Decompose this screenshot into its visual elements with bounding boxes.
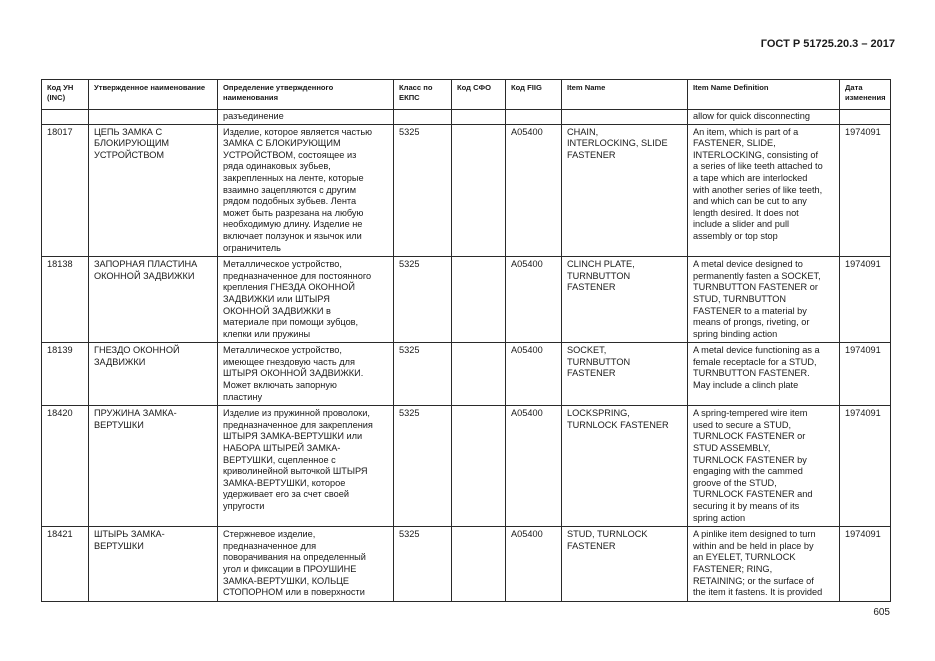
- text-line: used to secure a STUD,: [693, 419, 792, 430]
- text-line: FASTENER; RING,: [693, 563, 773, 574]
- text-line: ГНЕЗДО ОКОННОЙ: [94, 345, 180, 356]
- text-line: LOCKSPRING,: [567, 408, 630, 419]
- text-line: ШТЫРЯ ЗАМКА-ВЕРТУШКИ или: [223, 431, 363, 442]
- cell-date: 1974091: [840, 257, 891, 343]
- cell-inc: 18420: [42, 406, 89, 527]
- cell-inc: 18138: [42, 257, 89, 343]
- cell-name: [89, 124, 218, 257]
- text-line: УСТРОЙСТВОМ: [94, 149, 165, 160]
- col-header-approved-name: Утвержденное наименование: [89, 80, 218, 110]
- text-line: крепления ГНЕЗДА ОКОННОЙ: [223, 282, 355, 293]
- cell-definition: разъединение: [218, 110, 394, 125]
- cell-date: 1974091: [840, 406, 891, 527]
- cell-sfo: [452, 110, 506, 125]
- cell-item-name-definition: [688, 124, 840, 257]
- cell-sfo: [452, 406, 506, 527]
- text-line: удерживает его за счет своей: [223, 489, 349, 500]
- cell-sfo: [452, 124, 506, 257]
- text-line: материале при помощи зубцов,: [223, 317, 359, 328]
- text-line: TURNLOCK FASTENER: [567, 419, 669, 430]
- text-line: within and be held in place by: [693, 540, 814, 551]
- text-line: может быть разрезана на любую: [223, 207, 364, 218]
- text-line: ШТЫРЯ ОКОННОЙ ЗАДВИЖКИ.: [223, 368, 364, 379]
- text-line: Изделие из пружинной проволоки,: [223, 408, 370, 419]
- table-row: [42, 257, 891, 343]
- text-line: CHAIN,: [567, 126, 599, 137]
- text-line: пластину: [223, 391, 263, 402]
- classification-table: [41, 79, 891, 602]
- text-line: ограничитель: [223, 242, 281, 253]
- text-line: and which can be cut to any: [693, 196, 807, 207]
- text-line: ряда одинаковых зубьев,: [223, 161, 331, 172]
- text-line: STUD, TURNLOCK: [567, 529, 648, 540]
- text-line: клепки или пружины: [223, 328, 311, 339]
- cell-inc: 18139: [42, 343, 89, 406]
- text-line: TURNBUTTON: [567, 270, 631, 281]
- cell-definition: [218, 343, 394, 406]
- cell-name: [89, 406, 218, 527]
- text-line: with another series of like teeth,: [693, 184, 823, 195]
- text-line: A metal device designed to: [693, 259, 803, 270]
- text-line: INTERLOCKING, consisting of: [693, 149, 819, 160]
- text-line: female receptacle for a STUD,: [693, 356, 817, 367]
- text-line: предназначенное для: [223, 540, 317, 551]
- cell-sfo: [452, 257, 506, 343]
- text-line: ЗАМКА-ВЕРТУШКИ, которое: [223, 477, 346, 488]
- cell-class: 5325: [394, 257, 452, 343]
- text-line: FASTENER to a material by: [693, 305, 807, 316]
- text-line: БЛОКИРУЮЩИМ: [94, 138, 170, 149]
- cell-definition: [218, 124, 394, 257]
- text-line: RETAINING; or the surface of: [693, 575, 814, 586]
- text-line: TURNBUTTON FASTENER.: [693, 368, 810, 379]
- cell-name: [89, 527, 218, 602]
- continuation-row: [42, 110, 891, 125]
- table-header-row: [42, 80, 891, 110]
- document-standard-title: ГОСТ Р 51725.20.3 – 2017: [760, 38, 895, 50]
- col-header-item-name: Item Name: [562, 80, 688, 110]
- cell-item-name: [562, 343, 688, 406]
- text-line: A spring-tempered wire item: [693, 408, 808, 419]
- cell-item-name-definition: [688, 343, 840, 406]
- text-line: TURNLOCK FASTENER by: [693, 454, 807, 465]
- cell-fiig: [506, 110, 562, 125]
- text-line: рядом подобных зубьев. Лента: [223, 196, 357, 207]
- text-line: engaging with the cammed: [693, 466, 803, 477]
- table-row: [42, 343, 891, 406]
- cell-fiig: A05400: [506, 343, 562, 406]
- table-row: [42, 406, 891, 527]
- cell-class: 5325: [394, 343, 452, 406]
- cell-item-name-definition: [688, 406, 840, 527]
- text-line: включает ползунок и язычок или: [223, 230, 362, 241]
- cell-name: [89, 343, 218, 406]
- text-line: the item it fastens. It is provided: [693, 587, 823, 598]
- cell-definition: [218, 257, 394, 343]
- text-line: spring action: [693, 512, 746, 523]
- text-line: ЗАДВИЖКИ: [94, 356, 146, 367]
- col-header-inc: Код УН (INC): [42, 80, 89, 110]
- text-line: СТОПОРНОМ или в поверхности: [223, 587, 365, 598]
- cell-name: [89, 257, 218, 343]
- cell-item-name-definition: [688, 257, 840, 343]
- text-line: A pinlike item designed to turn: [693, 529, 816, 540]
- text-line: a tape which are interlocked: [693, 172, 808, 183]
- cell-sfo: [452, 527, 506, 602]
- text-line: ВЕРТУШКИ: [94, 419, 144, 430]
- text-line: ОКОННОЙ ЗАДВИЖКИ: [94, 270, 195, 281]
- text-line: упругости: [223, 501, 265, 511]
- text-line: STUD, TURNBUTTON: [693, 293, 787, 304]
- col-header-fiig-code: Код FIIG: [506, 80, 562, 110]
- cell-definition: [218, 527, 394, 602]
- text-line: предназначенное для закрепления: [223, 419, 373, 430]
- text-line: spring binding action: [693, 328, 778, 339]
- text-line: TURNBUTTON: [567, 356, 631, 367]
- text-line: length desired. It does not: [693, 207, 799, 218]
- col-header-item-name-definition: Item Name Definition: [688, 80, 840, 110]
- page-number: 605: [873, 607, 890, 618]
- text-line: ЗАМКА-ВЕРТУШКИ, КОЛЬЦЕ: [223, 575, 350, 586]
- text-line: May include a clinch plate: [693, 380, 799, 391]
- cell-item-name: [562, 257, 688, 343]
- cell-date: 1974091: [840, 343, 891, 406]
- text-line: INTERLOCKING, SLIDE: [567, 138, 668, 149]
- text-line: TURNLOCK FASTENER and: [693, 489, 813, 500]
- cell-name: [89, 110, 218, 125]
- cell-item-name-definition: allow for quick disconnecting: [688, 110, 840, 125]
- cell-class: [394, 110, 452, 125]
- text-line: FASTENER: [567, 368, 616, 379]
- text-line: a series of like teeth attached to: [693, 161, 823, 172]
- cell-date: [840, 110, 891, 125]
- table-row: [42, 124, 891, 257]
- cell-item-name: [562, 124, 688, 257]
- cell-definition: [218, 406, 394, 527]
- text-line: FASTENER, SLIDE,: [693, 138, 776, 149]
- cell-fiig: A05400: [506, 527, 562, 602]
- text-line: необходимую длину. Изделие не: [223, 219, 363, 230]
- cell-inc: [42, 110, 89, 125]
- text-line: FASTENER: [567, 149, 616, 160]
- text-line: STUD ASSEMBLY,: [693, 443, 771, 454]
- text-line: SOCKET,: [567, 345, 607, 356]
- text-line: имеющее гнездовую часть для: [223, 356, 355, 367]
- text-line: assembly or top stop: [693, 230, 778, 241]
- text-line: ВЕРТУШКИ, сцепленное с: [223, 454, 336, 465]
- text-line: ОКОННОЙ ЗАДВИЖКИ в: [223, 305, 331, 316]
- cell-inc: 18421: [42, 527, 89, 602]
- text-line: FASTENER: [567, 282, 616, 293]
- text-line: Изделие, которое является частью: [223, 126, 372, 137]
- text-line: Металлическое устройство,: [223, 345, 342, 356]
- text-line: поворачивания на определенный: [223, 552, 366, 563]
- col-header-sfo-code: Код СФО: [452, 80, 506, 110]
- cell-item-name: [562, 406, 688, 527]
- text-line: угол и фиксации в ПРОУШИНЕ: [223, 563, 357, 574]
- text-line: groove of the STUD,: [693, 477, 777, 488]
- cell-fiig: A05400: [506, 406, 562, 527]
- text-line: TURNBUTTON FASTENER or: [693, 282, 818, 293]
- text-line: An item, which is part of a: [693, 126, 799, 137]
- text-line: ЗАПОРНАЯ ПЛАСТИНА: [94, 259, 198, 270]
- text-line: предназначенное для постоянного: [223, 270, 372, 281]
- text-line: ШТЫРЬ ЗАМКА-: [94, 529, 165, 540]
- table-row: [42, 527, 891, 602]
- text-line: TURNLOCK FASTENER or: [693, 431, 806, 442]
- text-line: means of prongs, riveting, or: [693, 317, 810, 328]
- text-line: взаимно зацепляются с другим: [223, 184, 357, 195]
- text-line: ВЕРТУШКИ: [94, 540, 144, 551]
- cell-fiig: A05400: [506, 257, 562, 343]
- cell-item-name: [562, 110, 688, 125]
- cell-class: 5325: [394, 124, 452, 257]
- cell-date: 1974091: [840, 527, 891, 602]
- text-line: an EYELET, TURNLOCK: [693, 552, 796, 563]
- text-line: ЦЕПЬ ЗАМКА С: [94, 126, 163, 137]
- cell-class: 5325: [394, 406, 452, 527]
- cell-date: 1974091: [840, 124, 891, 257]
- col-header-definition: Определение утвержденного наименования: [218, 80, 394, 110]
- text-line: FASTENER: [567, 540, 616, 551]
- text-line: Стержневое изделие,: [223, 529, 316, 540]
- text-line: Металлическое устройство,: [223, 259, 342, 270]
- text-line: securing it by means of its: [693, 501, 800, 511]
- text-line: CLINCH PLATE,: [567, 259, 635, 270]
- text-line: A metal device functioning as a: [693, 345, 820, 356]
- text-line: ЗАМКА С БЛОКИРУЮЩИМ: [223, 138, 341, 149]
- text-line: ЗАДВИЖКИ или ШТЫРЯ: [223, 293, 330, 304]
- text-line: ПРУЖИНА ЗАМКА-: [94, 408, 177, 419]
- col-header-ekps-class: Класс по ЕКПС: [394, 80, 452, 110]
- text-line: permanently fasten a SOCKET,: [693, 270, 821, 281]
- cell-class: 5325: [394, 527, 452, 602]
- cell-item-name: [562, 527, 688, 602]
- text-line: НАБОРА ШТЫРЕЙ ЗАМКА-: [223, 443, 341, 454]
- text-line: криволинейной выточкой ШТЫРЯ: [223, 466, 368, 477]
- col-header-change-date: Дата изменения: [840, 80, 891, 110]
- cell-sfo: [452, 343, 506, 406]
- text-line: include a slider and pull: [693, 219, 790, 230]
- cell-inc: 18017: [42, 124, 89, 257]
- cell-fiig: A05400: [506, 124, 562, 257]
- cell-item-name-definition: [688, 527, 840, 602]
- text-line: УСТРОЙСТВОМ, состоящее из: [223, 149, 357, 160]
- text-line: Может включать запорную: [223, 380, 337, 391]
- text-line: закрепленных на ленте, которые: [223, 172, 364, 183]
